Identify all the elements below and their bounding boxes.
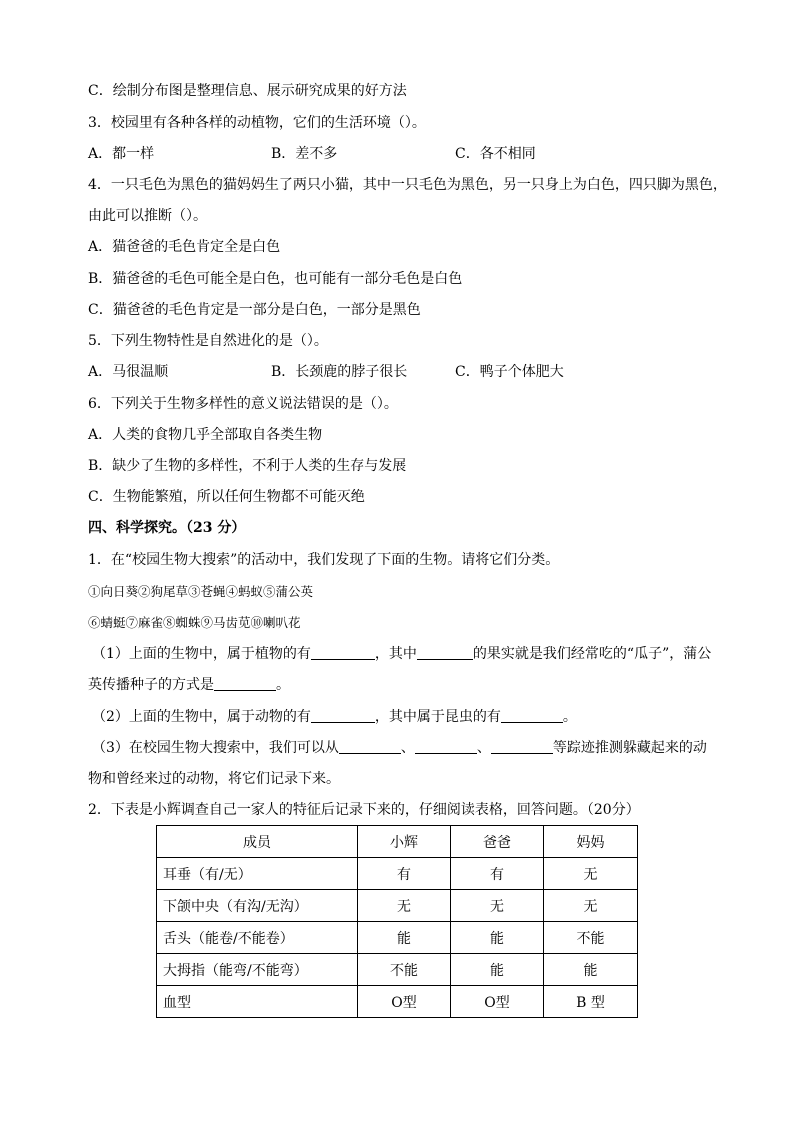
s1-text-a: （1）上面的生物中，属于植物的有 — [92, 646, 311, 662]
table-row — [157, 890, 638, 922]
q6-option-c: C．生物能繁殖，所以任何生物都不可能灭绝 — [88, 489, 365, 505]
table-cell: 有 — [358, 858, 451, 890]
answer-blank[interactable] — [311, 708, 375, 723]
trait-label: 舌头（能卷/不能卷） — [157, 922, 358, 954]
question-4: 4．一只毛色为黑色的猫妈妈生了两只小猫，其中一只毛色为黑色，另一只身上为白色，四只脚为黑色， — [88, 177, 727, 193]
table-header-row — [157, 826, 638, 858]
table-row — [157, 858, 638, 890]
answer-blank[interactable] — [311, 645, 375, 660]
table-row — [157, 922, 638, 954]
table-row — [157, 986, 638, 1018]
answer-blank[interactable] — [491, 739, 553, 754]
question-5: 5．下列生物特性是自然进化的是（）。 — [88, 333, 328, 349]
sub-question-3-line-1 — [92, 739, 707, 757]
question-3: 3．校园里有各种各样的动植物，它们的生活环境（）。 — [88, 115, 426, 131]
trait-label: 血型 — [157, 986, 358, 1018]
sub-question-1-line-1 — [92, 645, 711, 663]
s2-text-a: （2）上面的生物中，属于动物的有 — [92, 709, 311, 725]
table-cell: 有 — [451, 858, 544, 890]
question-6: 6．下列关于生物多样性的意义说法错误的是（）。 — [88, 396, 398, 412]
s3-text-b: 、 — [400, 740, 415, 756]
table-cell: 不能 — [358, 954, 451, 986]
answer-blank[interactable] — [214, 676, 276, 691]
table-cell: 能 — [451, 954, 544, 986]
answer-blank[interactable] — [339, 739, 401, 754]
s1-text-b: ，其中 — [374, 646, 417, 662]
s3-text-d: 等踪迹推测躲藏起来的动 — [552, 740, 707, 756]
s2-text-b: ，其中属于昆虫的有 — [374, 709, 501, 725]
q3-option-a: A．都一样 — [88, 146, 155, 162]
s1-text-c: 的果实就是我们经常吃的“瓜子”，蒲公 — [472, 646, 712, 662]
table-cell: 能 — [544, 954, 638, 986]
organism-list-1: ①向日葵②狗尾草③苍蝇④蚂蚁⑤蒲公英 — [88, 584, 314, 599]
family-traits-table — [156, 825, 638, 1018]
q4-option-a: A．猫爸爸的毛色肯定全是白色 — [88, 239, 281, 255]
q6-option-a: A．人类的食物几乎全部取自各类生物 — [88, 427, 323, 443]
table-cell: 无 — [544, 890, 638, 922]
table-header: 成员 — [157, 826, 358, 858]
table-cell: 无 — [451, 890, 544, 922]
option-c-line: C．绘制分布图是整理信息、展示研究成果的好方法 — [88, 83, 407, 99]
q5-option-b: B．长颈鹿的脖子很长 — [271, 364, 408, 380]
table-cell: 无 — [544, 858, 638, 890]
table-header: 小辉 — [358, 826, 451, 858]
table-cell: 无 — [358, 890, 451, 922]
q4-option-c: C．猫爸爸的毛色肯定是一部分是白色，一部分是黑色 — [88, 302, 421, 318]
trait-label: 耳垂（有/无） — [157, 858, 358, 890]
q3-option-b: B．差不多 — [271, 146, 338, 162]
table-header: 爸爸 — [451, 826, 544, 858]
s1-text-e: 。 — [276, 677, 290, 693]
q6-option-b: B．缺少了生物的多样性，不利于人类的生存与发展 — [88, 458, 407, 474]
q3-option-c: C．各不相同 — [455, 146, 536, 162]
q5-option-c: C．鸭子个体肥大 — [455, 364, 564, 380]
trait-label: 大拇指（能弯/不能弯） — [157, 954, 358, 986]
organism-list-2: ⑥蜻蜓⑦麻雀⑧蜘蛛⑨马齿苋⑩喇叭花 — [88, 615, 301, 630]
table-cell: O型 — [358, 986, 451, 1018]
problem-1: 1．在“校园生物大搜索”的活动中，我们发现了下面的生物。请将它们分类。 — [88, 552, 560, 568]
problem-2: 2．下表是小辉调查自己一家人的特征后记录下来的，仔细阅读表格，回答问题。（20分） — [88, 802, 640, 818]
q5-option-a: A．马很温顺 — [88, 364, 169, 380]
table-cell: 能 — [358, 922, 451, 954]
q4-option-b: B．猫爸爸的毛色可能全是白色，也可能有一部分毛色是白色 — [88, 271, 463, 287]
table-cell: 能 — [451, 922, 544, 954]
s1-text-d: 英传播种子的方式是 — [88, 677, 214, 693]
question-4-cont: 由此可以推断（）。 — [88, 208, 207, 224]
table-cell: O型 — [451, 986, 544, 1018]
s3-text-a: （3）在校园生物大搜索中，我们可以从 — [92, 740, 339, 756]
table-cell: B 型 — [544, 986, 638, 1018]
sub-question-1-line-2 — [88, 676, 290, 694]
table-cell: 不能 — [544, 922, 638, 954]
table-row — [157, 954, 638, 986]
answer-blank[interactable] — [501, 708, 563, 723]
section-4-heading: 四、科学探究。（23 分） — [88, 520, 246, 536]
answer-blank[interactable] — [415, 739, 477, 754]
table-header: 妈妈 — [544, 826, 638, 858]
sub-question-2 — [92, 708, 577, 726]
s3-text-c: 、 — [476, 740, 491, 756]
s2-text-c: 。 — [562, 709, 577, 725]
answer-blank[interactable] — [417, 645, 473, 660]
trait-label: 下颌中央（有沟/无沟） — [157, 890, 358, 922]
sub-question-3-line-2: 物和曾经来过的动物，将它们记录下来。 — [88, 771, 340, 787]
